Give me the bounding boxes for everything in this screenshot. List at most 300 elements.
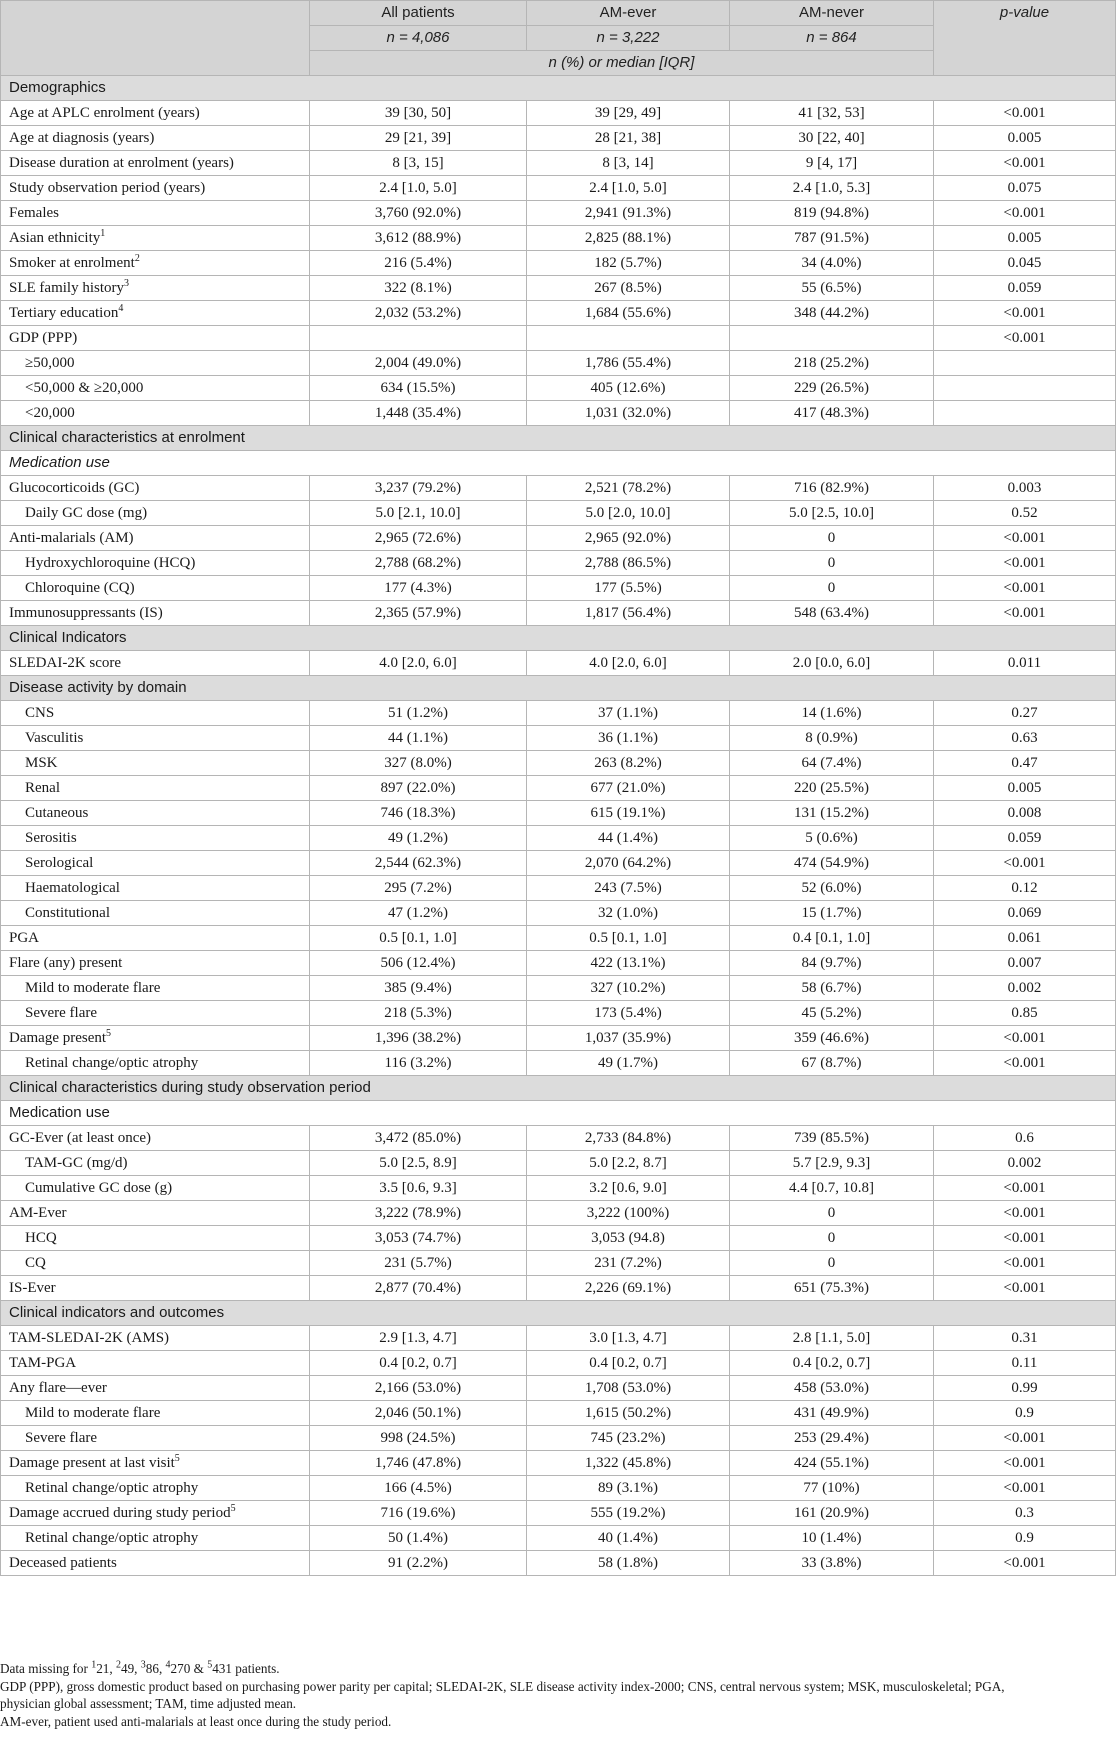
footnote-marker: 3 bbox=[124, 278, 129, 289]
table-row bbox=[1, 876, 1116, 901]
table-row bbox=[1, 1201, 1116, 1226]
am-ever-cell: 1,684 (55.6%) bbox=[527, 301, 730, 326]
p-value-cell: 0.059 bbox=[934, 276, 1116, 301]
section-header-row bbox=[1, 626, 1116, 651]
footnote-missing-count: 270 & bbox=[170, 1661, 208, 1676]
row-label bbox=[1, 601, 310, 626]
row-label bbox=[1, 501, 310, 526]
section-title: Disease activity by domain bbox=[1, 676, 1116, 701]
am-never-cell: 0 bbox=[730, 526, 934, 551]
row-label-text: Glucocorticoids (GC) bbox=[9, 480, 140, 496]
row-label bbox=[1, 776, 310, 801]
row-label bbox=[1, 876, 310, 901]
p-value-cell bbox=[934, 376, 1116, 401]
footnote-marker: 5 bbox=[106, 1028, 112, 1039]
am-never-cell: 431 (49.9%) bbox=[730, 1401, 934, 1426]
n-symbol: n bbox=[596, 29, 605, 46]
am-ever-cell: 0.4 [0.2, 0.7] bbox=[527, 1351, 730, 1376]
all-patients-cell: 322 (8.1%) bbox=[310, 276, 527, 301]
row-label-text: Damage present bbox=[9, 1030, 107, 1046]
am-ever-cell: 177 (5.5%) bbox=[527, 576, 730, 601]
am-ever-cell: 327 (10.2%) bbox=[527, 976, 730, 1001]
all-patients-cell: 231 (5.7%) bbox=[310, 1251, 527, 1276]
table-body bbox=[1, 76, 1116, 1576]
am-ever-cell: 2,733 (84.8%) bbox=[527, 1126, 730, 1151]
am-never-cell: 45 (5.2%) bbox=[730, 1001, 934, 1026]
row-label bbox=[1, 751, 310, 776]
row-label bbox=[1, 1126, 310, 1151]
header-am-never: AM-never bbox=[730, 1, 934, 26]
section-title: Clinical characteristics at enrolment bbox=[1, 426, 1116, 451]
subsection-title: Medication use bbox=[1, 451, 1116, 476]
p-value-cell: <0.001 bbox=[934, 1551, 1116, 1576]
row-label-text: CNS bbox=[25, 705, 55, 721]
am-never-cell: 787 (91.5%) bbox=[730, 226, 934, 251]
subsection-title: Medication use bbox=[1, 1101, 1116, 1126]
table-row bbox=[1, 201, 1116, 226]
all-patients-cell: 3,760 (92.0%) bbox=[310, 201, 527, 226]
row-label bbox=[1, 226, 310, 251]
row-label bbox=[1, 201, 310, 226]
footnote-missing-count: 49, bbox=[120, 1661, 141, 1676]
p-value-cell: 0.005 bbox=[934, 226, 1116, 251]
row-label bbox=[1, 1451, 310, 1476]
footnote-am-ever: AM-ever, patient used anti-malarials at least once during the study period. bbox=[0, 1713, 392, 1729]
all-patients-cell: 2,032 (53.2%) bbox=[310, 301, 527, 326]
p-value-cell: <0.001 bbox=[934, 1026, 1116, 1051]
row-label-text: Tertiary education bbox=[9, 305, 119, 321]
am-never-cell: 77 (10%) bbox=[730, 1476, 934, 1501]
p-value-cell: 0.9 bbox=[934, 1526, 1116, 1551]
row-label bbox=[1, 126, 310, 151]
am-never-cell: 424 (55.1%) bbox=[730, 1451, 934, 1476]
am-never-cell: 34 (4.0%) bbox=[730, 251, 934, 276]
row-label bbox=[1, 951, 310, 976]
p-value-cell: 0.9 bbox=[934, 1401, 1116, 1426]
am-never-cell bbox=[730, 326, 934, 351]
all-patients-cell: 295 (7.2%) bbox=[310, 876, 527, 901]
row-label-text: Daily GC dose (mg) bbox=[25, 505, 148, 521]
stat-note-rest: (%) or median [IQR] bbox=[561, 54, 695, 71]
table-row bbox=[1, 576, 1116, 601]
table-header bbox=[1, 1, 1116, 76]
all-patients-cell: 385 (9.4%) bbox=[310, 976, 527, 1001]
p-value-cell: <0.001 bbox=[934, 1226, 1116, 1251]
row-label-text: Renal bbox=[25, 780, 60, 796]
table-row bbox=[1, 1226, 1116, 1251]
header-blank-cell bbox=[1, 1, 310, 76]
row-label bbox=[1, 1351, 310, 1376]
am-ever-cell: 3,222 (100%) bbox=[527, 1201, 730, 1226]
all-patients-cell: 218 (5.3%) bbox=[310, 1001, 527, 1026]
row-label-text: MSK bbox=[25, 755, 58, 771]
am-ever-cell: 2,965 (92.0%) bbox=[527, 526, 730, 551]
p-value-cell: 0.6 bbox=[934, 1126, 1116, 1151]
am-never-cell: 651 (75.3%) bbox=[730, 1276, 934, 1301]
am-never-cell: 220 (25.5%) bbox=[730, 776, 934, 801]
footnote-marker: 5 bbox=[207, 1659, 213, 1671]
table-row bbox=[1, 926, 1116, 951]
all-patients-cell: 47 (1.2%) bbox=[310, 901, 527, 926]
am-ever-cell: 5.0 [2.2, 8.7] bbox=[527, 1151, 730, 1176]
am-ever-cell: 32 (1.0%) bbox=[527, 901, 730, 926]
table-row bbox=[1, 1376, 1116, 1401]
p-value-cell: <0.001 bbox=[934, 1476, 1116, 1501]
table-row bbox=[1, 101, 1116, 126]
all-patients-cell: 1,396 (38.2%) bbox=[310, 1026, 527, 1051]
am-never-cell: 55 (6.5%) bbox=[730, 276, 934, 301]
all-patients-cell: 91 (2.2%) bbox=[310, 1551, 527, 1576]
all-patients-cell: 177 (4.3%) bbox=[310, 576, 527, 601]
row-label-text: PGA bbox=[9, 930, 40, 946]
footnote-missing-count: 86, bbox=[145, 1661, 166, 1676]
table-row bbox=[1, 1026, 1116, 1051]
subsection-header-row bbox=[1, 451, 1116, 476]
row-label bbox=[1, 351, 310, 376]
am-never-cell: 458 (53.0%) bbox=[730, 1376, 934, 1401]
row-label bbox=[1, 801, 310, 826]
row-label bbox=[1, 1401, 310, 1426]
p-value-cell: 0.12 bbox=[934, 876, 1116, 901]
p-value-cell: <0.001 bbox=[934, 201, 1116, 226]
row-label bbox=[1, 1326, 310, 1351]
table-row bbox=[1, 651, 1116, 676]
header-n-am-never bbox=[730, 26, 934, 51]
am-never-cell: 548 (63.4%) bbox=[730, 601, 934, 626]
footnote-marker: 4 bbox=[118, 303, 124, 314]
row-label-text: Serositis bbox=[25, 830, 77, 846]
am-never-cell: 739 (85.5%) bbox=[730, 1126, 934, 1151]
row-label-text: Study observation period (years) bbox=[9, 180, 206, 196]
am-never-cell: 8 (0.9%) bbox=[730, 726, 934, 751]
am-ever-cell: 555 (19.2%) bbox=[527, 1501, 730, 1526]
am-ever-cell: 28 [21, 38] bbox=[527, 126, 730, 151]
all-patients-cell: 216 (5.4%) bbox=[310, 251, 527, 276]
all-patients-cell: 29 [21, 39] bbox=[310, 126, 527, 151]
am-never-cell: 84 (9.7%) bbox=[730, 951, 934, 976]
p-value-cell: 0.007 bbox=[934, 951, 1116, 976]
am-ever-cell: 3,053 (94.8) bbox=[527, 1226, 730, 1251]
footnote-missing-count: 21, bbox=[96, 1661, 116, 1676]
p-value-cell: 0.002 bbox=[934, 976, 1116, 1001]
am-never-cell: 359 (46.6%) bbox=[730, 1026, 934, 1051]
am-ever-cell: 2,825 (88.1%) bbox=[527, 226, 730, 251]
am-ever-cell: 40 (1.4%) bbox=[527, 1526, 730, 1551]
table-row bbox=[1, 1476, 1116, 1501]
all-patients-cell: 3,612 (88.9%) bbox=[310, 226, 527, 251]
am-ever-cell: 422 (13.1%) bbox=[527, 951, 730, 976]
row-label bbox=[1, 176, 310, 201]
row-label-text: SLE family history bbox=[9, 280, 124, 296]
p-value-cell: 0.003 bbox=[934, 476, 1116, 501]
footnote-abbreviations-1: GDP (PPP), gross domestic product based on purchasing power parity per capital; SLEDAI-2K, SLE disease activity index-2000; CNS, central nervous system; MSK, musculoskeletal; PGA, bbox=[0, 1678, 1005, 1694]
section-header-row bbox=[1, 1301, 1116, 1326]
table-row bbox=[1, 851, 1116, 876]
am-ever-cell: 8 [3, 14] bbox=[527, 151, 730, 176]
row-label bbox=[1, 726, 310, 751]
all-patients-cell: 5.0 [2.5, 8.9] bbox=[310, 1151, 527, 1176]
table-row bbox=[1, 301, 1116, 326]
header-n-all bbox=[310, 26, 527, 51]
p-value-cell: <0.001 bbox=[934, 1051, 1116, 1076]
am-never-cell: 0 bbox=[730, 1251, 934, 1276]
p-value-cell: <0.001 bbox=[934, 576, 1116, 601]
am-never-cell: 0 bbox=[730, 1201, 934, 1226]
table-row bbox=[1, 1001, 1116, 1026]
row-label-text: Any flare—ever bbox=[9, 1380, 107, 1396]
table-row bbox=[1, 976, 1116, 1001]
section-header-row bbox=[1, 676, 1116, 701]
table-row bbox=[1, 1126, 1116, 1151]
am-ever-cell: 58 (1.8%) bbox=[527, 1551, 730, 1576]
p-value-cell: 0.47 bbox=[934, 751, 1116, 776]
row-label bbox=[1, 526, 310, 551]
p-value-cell bbox=[934, 351, 1116, 376]
am-ever-cell: 267 (8.5%) bbox=[527, 276, 730, 301]
row-label-text: Mild to moderate flare bbox=[25, 980, 161, 996]
header-n-am-ever bbox=[527, 26, 730, 51]
p-value-cell: <0.001 bbox=[934, 101, 1116, 126]
row-label-text: Smoker at enrolment bbox=[9, 255, 135, 271]
all-patients-cell: 0.4 [0.2, 0.7] bbox=[310, 1351, 527, 1376]
row-label-text: Asian ethnicity bbox=[9, 230, 101, 246]
p-value-cell: 0.005 bbox=[934, 126, 1116, 151]
footnote-marker: 2 bbox=[115, 1659, 121, 1671]
n-am-never-value: = 864 bbox=[818, 29, 857, 46]
table-row bbox=[1, 601, 1116, 626]
all-patients-cell: 2,166 (53.0%) bbox=[310, 1376, 527, 1401]
row-label bbox=[1, 1251, 310, 1276]
row-label bbox=[1, 901, 310, 926]
all-patients-cell: 3,053 (74.7%) bbox=[310, 1226, 527, 1251]
table-row bbox=[1, 276, 1116, 301]
row-label-text: <50,000 & ≥20,000 bbox=[25, 380, 144, 396]
footnote-marker: 3 bbox=[140, 1659, 146, 1671]
row-label-text: Constitutional bbox=[25, 905, 111, 921]
p-value-cell: 0.075 bbox=[934, 176, 1116, 201]
all-patients-cell: 116 (3.2%) bbox=[310, 1051, 527, 1076]
subsection-header-row bbox=[1, 1101, 1116, 1126]
row-label-text: GDP (PPP) bbox=[9, 330, 78, 346]
all-patients-cell: 2.4 [1.0, 5.0] bbox=[310, 176, 527, 201]
all-patients-cell: 3,472 (85.0%) bbox=[310, 1126, 527, 1151]
row-label bbox=[1, 1476, 310, 1501]
row-label bbox=[1, 1176, 310, 1201]
all-patients-cell: 998 (24.5%) bbox=[310, 1426, 527, 1451]
row-label-text: Vasculitis bbox=[25, 730, 84, 746]
n-all-value: = 4,086 bbox=[399, 29, 450, 46]
row-label bbox=[1, 401, 310, 426]
table-row bbox=[1, 1351, 1116, 1376]
table-row bbox=[1, 776, 1116, 801]
row-label-text: Anti-malarials (AM) bbox=[9, 530, 134, 546]
am-never-cell: 52 (6.0%) bbox=[730, 876, 934, 901]
all-patients-cell: 716 (19.6%) bbox=[310, 1501, 527, 1526]
header-am-ever: AM-ever bbox=[527, 1, 730, 26]
table-row bbox=[1, 1176, 1116, 1201]
all-patients-cell: 2,365 (57.9%) bbox=[310, 601, 527, 626]
table-row bbox=[1, 501, 1116, 526]
am-never-cell: 0.4 [0.2, 0.7] bbox=[730, 1351, 934, 1376]
row-label bbox=[1, 976, 310, 1001]
row-label-text: IS-Ever bbox=[9, 1280, 56, 1296]
row-label-text: <20,000 bbox=[25, 405, 75, 421]
n-am-ever-value: = 3,222 bbox=[609, 29, 660, 46]
all-patients-cell: 746 (18.3%) bbox=[310, 801, 527, 826]
table-row bbox=[1, 151, 1116, 176]
section-header-row bbox=[1, 426, 1116, 451]
row-label bbox=[1, 1426, 310, 1451]
am-never-cell: 417 (48.3%) bbox=[730, 401, 934, 426]
all-patients-cell: 0.5 [0.1, 1.0] bbox=[310, 926, 527, 951]
am-never-cell: 0 bbox=[730, 1226, 934, 1251]
row-label bbox=[1, 1276, 310, 1301]
row-label-text: Damage accrued during study period bbox=[9, 1505, 231, 1521]
row-label bbox=[1, 551, 310, 576]
row-label-text: TAM-SLEDAI-2K (AMS) bbox=[9, 1330, 170, 1346]
row-label-text: TAM-GC (mg/d) bbox=[25, 1155, 128, 1171]
row-label bbox=[1, 476, 310, 501]
table-row bbox=[1, 126, 1116, 151]
am-never-cell: 67 (8.7%) bbox=[730, 1051, 934, 1076]
table-row bbox=[1, 176, 1116, 201]
p-value-cell: <0.001 bbox=[934, 551, 1116, 576]
row-label-text: AM-Ever bbox=[9, 1205, 67, 1221]
p-value-cell: 0.3 bbox=[934, 1501, 1116, 1526]
footnote-marker: 2 bbox=[134, 253, 140, 264]
table-row bbox=[1, 1551, 1116, 1576]
row-label-text: CQ bbox=[25, 1255, 46, 1271]
table-row bbox=[1, 326, 1116, 351]
all-patients-cell: 51 (1.2%) bbox=[310, 701, 527, 726]
table-row bbox=[1, 1051, 1116, 1076]
am-ever-cell: 231 (7.2%) bbox=[527, 1251, 730, 1276]
p-value-cell: 0.31 bbox=[934, 1326, 1116, 1351]
row-label bbox=[1, 251, 310, 276]
all-patients-cell: 3.5 [0.6, 9.3] bbox=[310, 1176, 527, 1201]
row-label bbox=[1, 101, 310, 126]
p-value-cell: 0.069 bbox=[934, 901, 1116, 926]
row-label bbox=[1, 301, 310, 326]
row-label-text: Age at diagnosis (years) bbox=[9, 130, 155, 146]
am-never-cell: 5.7 [2.9, 9.3] bbox=[730, 1151, 934, 1176]
p-value-cell bbox=[934, 401, 1116, 426]
all-patients-cell: 5.0 [2.1, 10.0] bbox=[310, 501, 527, 526]
am-ever-cell: 677 (21.0%) bbox=[527, 776, 730, 801]
all-patients-cell: 39 [30, 50] bbox=[310, 101, 527, 126]
am-ever-cell: 2,070 (64.2%) bbox=[527, 851, 730, 876]
am-ever-cell: 1,322 (45.8%) bbox=[527, 1451, 730, 1476]
table-row bbox=[1, 526, 1116, 551]
all-patients-cell: 3,222 (78.9%) bbox=[310, 1201, 527, 1226]
header-all-patients: All patients bbox=[310, 1, 527, 26]
row-label bbox=[1, 376, 310, 401]
row-label bbox=[1, 1526, 310, 1551]
am-ever-cell: 0.5 [0.1, 1.0] bbox=[527, 926, 730, 951]
table-row bbox=[1, 401, 1116, 426]
am-ever-cell: 2.4 [1.0, 5.0] bbox=[527, 176, 730, 201]
row-label bbox=[1, 1051, 310, 1076]
am-ever-cell: 39 [29, 49] bbox=[527, 101, 730, 126]
footnote-missing-count: 431 patients. bbox=[212, 1661, 280, 1676]
am-ever-cell: 1,031 (32.0%) bbox=[527, 401, 730, 426]
row-label-text: HCQ bbox=[25, 1230, 57, 1246]
p-value-cell: 0.11 bbox=[934, 1351, 1116, 1376]
am-never-cell: 10 (1.4%) bbox=[730, 1526, 934, 1551]
all-patients-cell: 2.9 [1.3, 4.7] bbox=[310, 1326, 527, 1351]
am-never-cell: 5.0 [2.5, 10.0] bbox=[730, 501, 934, 526]
section-header-row bbox=[1, 76, 1116, 101]
p-value-cell: <0.001 bbox=[934, 1176, 1116, 1201]
row-label-text: Females bbox=[9, 205, 59, 221]
p-value-cell: 0.011 bbox=[934, 651, 1116, 676]
row-label bbox=[1, 1001, 310, 1026]
am-never-cell: 716 (82.9%) bbox=[730, 476, 934, 501]
am-never-cell: 819 (94.8%) bbox=[730, 201, 934, 226]
am-ever-cell: 263 (8.2%) bbox=[527, 751, 730, 776]
all-patients-cell: 1,746 (47.8%) bbox=[310, 1451, 527, 1476]
table-row bbox=[1, 1401, 1116, 1426]
am-ever-cell: 173 (5.4%) bbox=[527, 1001, 730, 1026]
p-value-cell: <0.001 bbox=[934, 326, 1116, 351]
section-header-row bbox=[1, 1076, 1116, 1101]
footnote-marker: 5 bbox=[230, 1503, 236, 1514]
am-never-cell: 64 (7.4%) bbox=[730, 751, 934, 776]
am-ever-cell: 1,817 (56.4%) bbox=[527, 601, 730, 626]
am-ever-cell: 49 (1.7%) bbox=[527, 1051, 730, 1076]
stat-note-n: n bbox=[548, 54, 557, 71]
row-label-text: Haematological bbox=[25, 880, 120, 896]
row-label-text: Mild to moderate flare bbox=[25, 1405, 161, 1421]
p-value-cell: <0.001 bbox=[934, 851, 1116, 876]
row-label-text: Disease duration at enrolment (years) bbox=[9, 155, 234, 171]
row-label bbox=[1, 851, 310, 876]
p-value-cell: <0.001 bbox=[934, 1451, 1116, 1476]
am-never-cell: 218 (25.2%) bbox=[730, 351, 934, 376]
am-ever-cell: 2,941 (91.3%) bbox=[527, 201, 730, 226]
am-never-cell: 0.4 [0.1, 1.0] bbox=[730, 926, 934, 951]
all-patients-cell: 50 (1.4%) bbox=[310, 1526, 527, 1551]
p-value-cell: 0.059 bbox=[934, 826, 1116, 851]
am-never-cell: 348 (44.2%) bbox=[730, 301, 934, 326]
row-label-text: Retinal change/optic atrophy bbox=[25, 1055, 199, 1071]
am-never-cell: 474 (54.9%) bbox=[730, 851, 934, 876]
p-value-cell: <0.001 bbox=[934, 1201, 1116, 1226]
row-label-text: Retinal change/optic atrophy bbox=[25, 1530, 199, 1546]
table-row bbox=[1, 1426, 1116, 1451]
row-label bbox=[1, 276, 310, 301]
row-label-text: Chloroquine (CQ) bbox=[25, 580, 135, 596]
am-ever-cell: 1,615 (50.2%) bbox=[527, 1401, 730, 1426]
am-never-cell: 41 [32, 53] bbox=[730, 101, 934, 126]
row-label-text: SLEDAI-2K score bbox=[9, 655, 122, 671]
am-ever-cell: 4.0 [2.0, 6.0] bbox=[527, 651, 730, 676]
all-patients-cell: 3,237 (79.2%) bbox=[310, 476, 527, 501]
row-label bbox=[1, 1551, 310, 1576]
row-label-text: Severe flare bbox=[25, 1430, 98, 1446]
am-never-cell: 0 bbox=[730, 551, 934, 576]
all-patients-cell: 8 [3, 15] bbox=[310, 151, 527, 176]
am-ever-cell: 2,788 (86.5%) bbox=[527, 551, 730, 576]
table-row bbox=[1, 1251, 1116, 1276]
am-never-cell: 5 (0.6%) bbox=[730, 826, 934, 851]
all-patients-cell: 2,877 (70.4%) bbox=[310, 1276, 527, 1301]
p-value-cell: <0.001 bbox=[934, 526, 1116, 551]
row-label-text: Cutaneous bbox=[25, 805, 89, 821]
row-label-text: Immunosuppressants (IS) bbox=[9, 605, 163, 621]
table-row bbox=[1, 1151, 1116, 1176]
am-ever-cell: 44 (1.4%) bbox=[527, 826, 730, 851]
